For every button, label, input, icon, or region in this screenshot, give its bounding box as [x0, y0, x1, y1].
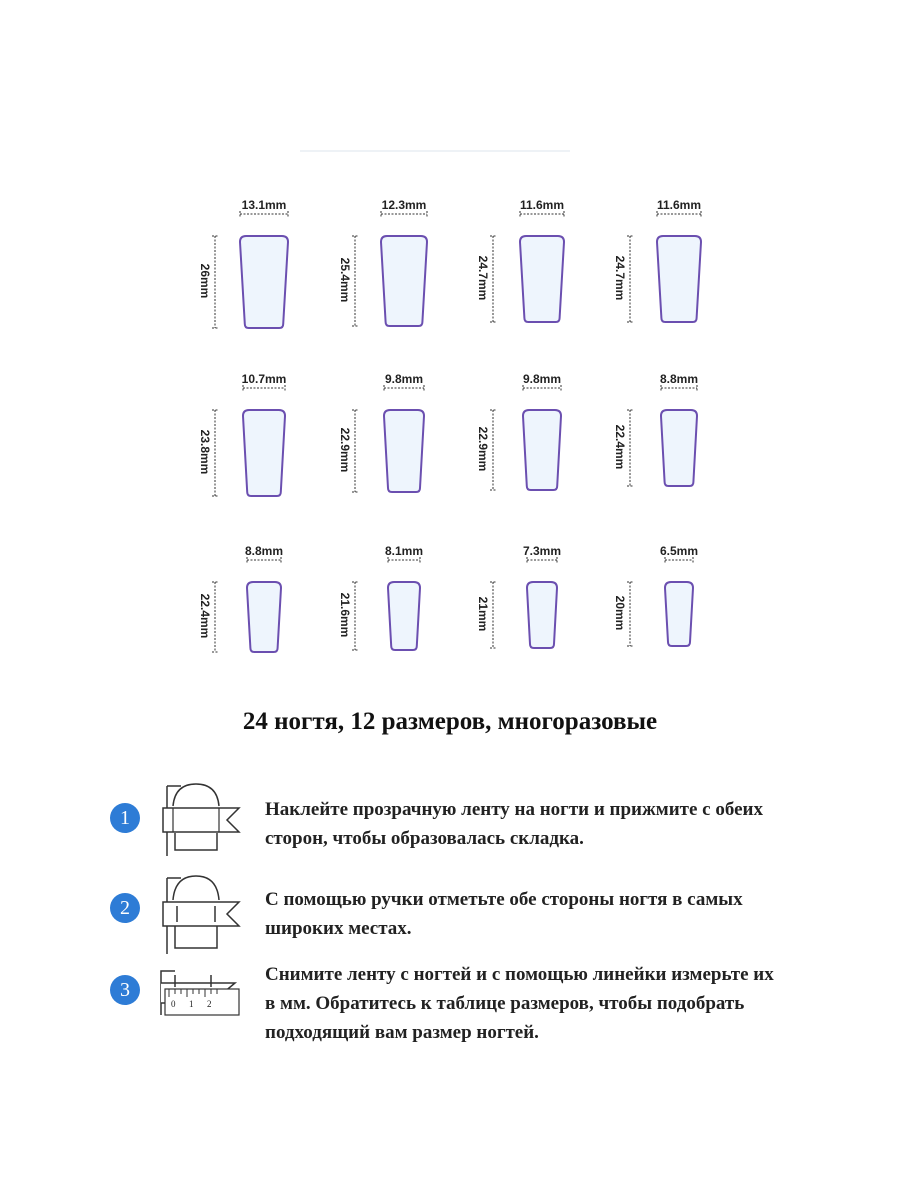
nail-outline — [247, 582, 281, 652]
ruler-tick: 0 — [171, 999, 176, 1009]
nail-shape-icon — [625, 198, 720, 343]
nail-size-cell — [198, 372, 305, 522]
nail-shape-icon — [350, 544, 445, 689]
nail-size-cell — [613, 372, 720, 522]
step-2 — [110, 868, 810, 958]
nail-length-label: 21.6mm — [338, 592, 352, 638]
nail-width-label: 12.3mm — [381, 198, 427, 212]
length-dimension-line — [352, 582, 358, 650]
step-1 — [110, 778, 810, 868]
length-dimension-line — [490, 410, 496, 490]
nail-length-label: 25.4mm — [338, 257, 352, 303]
nail-outline — [240, 236, 288, 328]
nail-outline — [388, 582, 420, 650]
nail-shape-icon — [488, 372, 583, 517]
nail-shape-icon — [350, 372, 445, 517]
nail-shape-icon — [350, 198, 445, 343]
nail-shape-icon — [210, 372, 305, 517]
page-title: 24 ногтя, 12 размеров, многоразовые — [242, 708, 658, 735]
step-number-badge: 1 — [110, 803, 140, 833]
nail-length-label: 21mm — [476, 596, 490, 632]
nail-width-label: 13.1mm — [241, 198, 287, 212]
length-dimension-line — [212, 582, 218, 652]
length-dimension-line — [627, 410, 633, 486]
step-3 — [110, 960, 810, 1050]
nail-outline — [657, 236, 701, 322]
length-dimension-line — [352, 410, 358, 492]
nail-length-label: 24.7mm — [476, 255, 490, 301]
nail-width-label: 11.6mm — [519, 198, 565, 212]
nail-outline — [527, 582, 557, 648]
length-dimension-line — [490, 236, 496, 322]
length-dimension-line — [490, 582, 496, 648]
nail-width-label: 6.5mm — [659, 544, 699, 558]
nail-size-cell — [613, 544, 720, 694]
nail-shape-icon — [488, 198, 583, 343]
nail-length-label: 24.7mm — [613, 255, 627, 301]
nail-size-cell — [338, 544, 445, 694]
nail-outline — [523, 410, 561, 490]
nail-size-cell — [198, 544, 305, 694]
step-number-badge: 2 — [110, 893, 140, 923]
tape-on-nail-icon — [155, 778, 250, 858]
nail-size-cell — [476, 372, 583, 522]
nail-shape-icon — [210, 544, 305, 689]
nail-outline — [381, 236, 427, 326]
nail-length-label: 20mm — [613, 595, 627, 631]
length-dimension-line — [212, 410, 218, 496]
nail-outline — [661, 410, 697, 486]
nail-length-label: 22.4mm — [613, 424, 627, 470]
nail-width-label: 8.1mm — [384, 544, 424, 558]
nail-width-label: 8.8mm — [244, 544, 284, 558]
nail-shape-icon — [488, 544, 583, 689]
length-dimension-line — [352, 236, 358, 326]
ruler-tick: 2 — [207, 999, 212, 1009]
nail-length-label: 23.8mm — [198, 429, 212, 475]
nail-shape-icon — [625, 372, 720, 517]
nail-length-label: 26mm — [198, 263, 212, 299]
step-instruction: Наклейте прозрачную ленту на ногти и прижмите с обеих сторон, чтобы образовалась складка. — [265, 799, 763, 849]
nail-width-label: 9.8mm — [522, 372, 562, 386]
step-number-badge: 3 — [110, 975, 140, 1005]
nail-width-label: 11.6mm — [656, 198, 702, 212]
nail-width-label: 7.3mm — [522, 544, 562, 558]
nail-outline — [520, 236, 564, 322]
nail-length-label: 22.9mm — [338, 427, 352, 473]
nail-length-label: 22.4mm — [198, 593, 212, 639]
nail-size-cell — [338, 372, 445, 522]
nail-size-cell — [476, 198, 583, 348]
nail-outline — [243, 410, 285, 496]
nail-width-label: 10.7mm — [241, 372, 287, 386]
nail-size-cell — [613, 198, 720, 348]
nail-size-cell — [338, 198, 445, 348]
nail-outline — [384, 410, 424, 492]
nail-size-cell — [476, 544, 583, 694]
nail-shape-icon — [625, 544, 720, 689]
ruler-tick: 1 — [189, 999, 194, 1009]
nail-shape-icon — [210, 198, 305, 343]
length-dimension-line — [212, 236, 218, 328]
length-dimension-line — [627, 582, 633, 646]
nail-outline — [665, 582, 693, 646]
mark-nail-icon — [155, 868, 250, 958]
ruler-icon — [155, 965, 250, 1025]
nail-width-label: 8.8mm — [659, 372, 699, 386]
nail-size-cell — [198, 198, 305, 348]
step-instruction: С помощью ручки отметьте обе стороны ногтя в самых широких местах. — [265, 889, 743, 939]
step-instruction: Снимите ленту с ногтей и с помощью линейки измерьте их в мм. Обратитесь к таблице размеров, чтобы подобрать подходящий вам размер ногтей. — [265, 964, 774, 1043]
nail-width-label: 9.8mm — [384, 372, 424, 386]
length-dimension-line — [627, 236, 633, 322]
nail-length-label: 22.9mm — [476, 426, 490, 472]
